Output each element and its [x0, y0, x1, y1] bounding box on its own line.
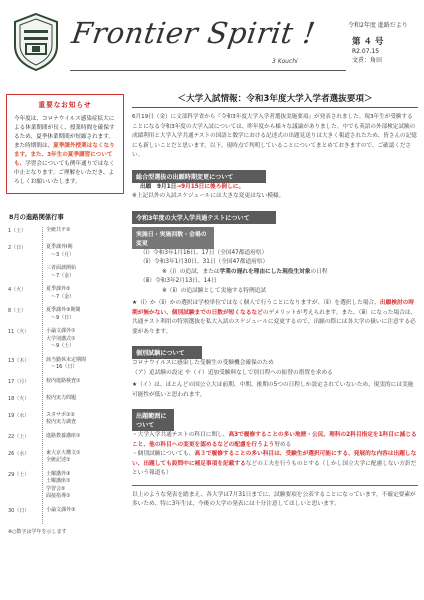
scope-1-red: 高3で履修することの多い地歴・公民、理科の2科目指定を1科目に減じること、他の科目への変更を認めるなどの配慮を行うよう [132, 432, 417, 448]
schedule-date: 29（土） [8, 471, 30, 478]
closing-part-2: になっています。不確定要素が多いため、特に3年生は、 [132, 491, 416, 508]
article-heading: ＜大学入試情報：令和3年度大学入学者選抜要項＞ [132, 88, 418, 108]
intro-paragraph: 6月19日（金）に文部科学省から『令和3年度大学入学者選抜実施要項』が発表されました。現3年生が受験することになる令和3年度の大学入試については、昨年度から様々な議論がありました。中でも英語の外部検定試験の成績利用と大学入学共通テストの国語と数学における記述式の出題見送りは大きく報道されたため、皆さんの記憶にも新しいことだと思います。以下、現時点で判明していることについてまとめておきますので、ご確認ください。 [132, 114, 417, 159]
schedule-date: 1（土） [8, 228, 27, 234]
individual-exam-line-1: コロナウイルスに感染した受験生の受験機会確保のため [132, 360, 274, 367]
schedule-row [6, 378, 124, 395]
selection-caution [132, 299, 418, 337]
schedule-date: 19（水） [8, 412, 30, 419]
caution-part-2: のデメリットが考えられます。また、（ⅲ）になった場合は、共通テスト利用の特別選抜を私大入試のスケジュールに変更するので、出願の際には各大学の扱いに注意する必要があります。 [132, 309, 417, 335]
schedule-event: 夏季課外③期間 ～9（日） [46, 307, 81, 321]
section-title-common-test: 令和3年度の大学入学共通テストについて [132, 211, 276, 224]
scope-2-part-1: ・個別試験についても、 [132, 451, 195, 458]
schedule-row [6, 412, 124, 433]
scope-1-part-2: 努める [274, 441, 292, 448]
main-article [132, 88, 418, 510]
scope-2-part-2: などの工夫を行うものとする（しかし国立大学に配慮しない方針だという報道も） [132, 460, 417, 477]
schedule-event: 三者面談開始 ～7（金） [46, 265, 77, 279]
scope-2-red: 高３で履修することの多い科目は、受験生が選択可能にする、発展的な内容は出題しない、出題しても設問中に補足事項を記載する [132, 451, 417, 467]
schedule-row [6, 471, 124, 507]
schedule-date: 22（土） [8, 433, 30, 440]
issue-info [352, 38, 418, 65]
subsection-title-dates: 実施日・実施回数・会場の変更 [132, 227, 214, 249]
notice-title: 重要なお知らせ [7, 95, 123, 112]
test-date-1: （ⅰ）令和3年1月16日、17日（全国47都道府県） [140, 249, 268, 256]
schedule-date: 18（火） [8, 395, 30, 402]
schedule-row [6, 286, 124, 307]
test-date-2-note [132, 268, 418, 278]
schedule-row [6, 395, 124, 412]
signature: 3 Kouchi [272, 58, 298, 65]
closing-bold-1: 各大学は7月31日までに、試験要項を公表すること [206, 491, 337, 498]
closing-bold-2: 今後の大学の発表には十分注意 [197, 501, 278, 508]
schedule-event: 夏季課外② ～7（金） [46, 286, 75, 300]
series-title: 令和2年度 進路だより [348, 22, 408, 29]
header [0, 0, 424, 86]
section-title-application-period: 総合型選抜の出願時期変更について [132, 170, 266, 183]
note-part-1: ※（ⅰ）の追試、または [162, 268, 220, 275]
schedule-row [6, 244, 124, 265]
schedule-event: 土曜講外③ 土曜講座① 学習会② 面接指導① [46, 470, 71, 499]
schedule-date: 13（木） [8, 357, 30, 364]
application-new-date: →9月15日に後ろ倒しに。 [176, 183, 245, 190]
section-title-scope: 出題範囲について [132, 409, 174, 431]
schedule-row [6, 307, 124, 328]
sidebar [6, 94, 124, 535]
section-title-individual-exams: 個別試験について [132, 346, 202, 359]
schedule-date: 4（火） [8, 287, 27, 293]
closing-part-3: してほしいと思います。 [277, 501, 340, 508]
schedule-row [6, 450, 124, 471]
important-notice-box [6, 94, 124, 194]
schedule-event: 校内進路検査① [46, 377, 81, 384]
schedule-event: 進路教養講座① [46, 432, 81, 439]
schedule-list [6, 227, 124, 524]
closing-paragraph [132, 491, 418, 510]
schedule-event: 小論文課外③ [46, 506, 76, 513]
application-old-date: 出願 9月1日 [140, 183, 177, 190]
scope-bullet-1 [132, 431, 418, 450]
schedule-row [6, 227, 124, 244]
schedule-event: 小論文課外① 大学別講式① ～9（土） [46, 328, 76, 349]
schedule-event: 校内実力問題 [46, 394, 77, 401]
schedule-date: 26（水） [8, 450, 30, 457]
school-emblem-icon [11, 12, 61, 72]
notice-body [7, 112, 123, 193]
note-part-2: 学業の遅れを理由にした現役生対象 [219, 268, 311, 275]
note-part-3: の日程 [310, 268, 328, 275]
schedule-row [6, 357, 124, 378]
notice-text-2: 学習会についても例年通りではなく中止となります。ご理解をいただき、よろしくお願いいたします。 [14, 161, 115, 185]
schedule-date: 2（日） [8, 245, 27, 251]
individual-exam-line-2: （ア）追試験の設定 や（イ）追加受験料なしで別日程への振替の措置を求める [132, 369, 333, 376]
schedule-event: スタサポ①② 校内実力調査 [46, 411, 77, 425]
caution-red: 出願検討の時期が無かない、個別試験までの日数が短くなるなど [132, 300, 415, 316]
closing-part-1: 以上のような発表を踏まえ、 [132, 491, 207, 498]
schedule-date: 30（日） [8, 507, 30, 514]
schedule-date: 8（土） [8, 308, 27, 314]
test-date-2: （ⅱ）令和3年1月30日、31日（全国47都道府県） [140, 259, 269, 266]
individual-exam-note: ★（イ）は、ほとんどの国公立大は前期、中期、後期の5つの日程しか設定されていないため、現実的には実施可能性が低いと思われます。 [132, 382, 414, 398]
newsletter-title: Frontier Spirit ! [69, 16, 318, 50]
schedule-divider [42, 227, 43, 524]
schedule-row [6, 328, 124, 357]
scope-1-part-1: ・大学入学共通テストの科目に関し、 [132, 432, 229, 439]
divider [132, 485, 418, 486]
application-note: ※上記以外の入試スケジュールには大きな変更はない模様。 [132, 193, 285, 200]
schedule-row [6, 265, 124, 286]
schedule-title: 8月の進路関係行事 [9, 214, 64, 221]
schedule-note: ※○数字は学年を示します [8, 528, 67, 535]
notice-text-red: 夏季課外授業はなくなります。また、3年生の夏季講習についても、 [14, 143, 115, 167]
schedule-event: 東大京大構文① 全統記述① [46, 449, 81, 463]
schedule-event: 全統共テ② [46, 227, 71, 233]
scope-bullet-2 [132, 450, 418, 479]
schedule-date: 17（月） [8, 378, 30, 385]
test-date-3-note: ※（ⅱ）の追試験として実施する特例追試 [162, 287, 267, 294]
header-divider [70, 70, 346, 71]
test-date-3: （ⅲ）令和3年2月13日、14日 [140, 278, 217, 285]
notice-text-1: 今年度は、コロナウイルス感染症拡大による休業期間が長く、授業時間を確保するため、夏季休業期間が短縮されます。また時期間は、 [14, 116, 115, 149]
schedule-row [6, 433, 124, 450]
caution-part-1: ★（ⅰ）か（ⅱ）かの選択は学校単位ではなく個人で行うことになりますが、（ⅱ）を選択した場合、 [132, 300, 380, 307]
issue-number: 第 ４ 号 [352, 37, 384, 47]
schedule-date: 11（火） [8, 329, 30, 335]
issue-date: R2.07.15 [352, 48, 380, 55]
schedule-event: 夏季課外Ⅰ期 ～3（月） [46, 244, 75, 258]
application-change-line [132, 183, 418, 193]
schedule-row [6, 507, 124, 524]
schedule-event: 該当勤休未定期間 ～16（日） [46, 356, 87, 370]
issue-author: 文責：角田 [352, 57, 383, 64]
